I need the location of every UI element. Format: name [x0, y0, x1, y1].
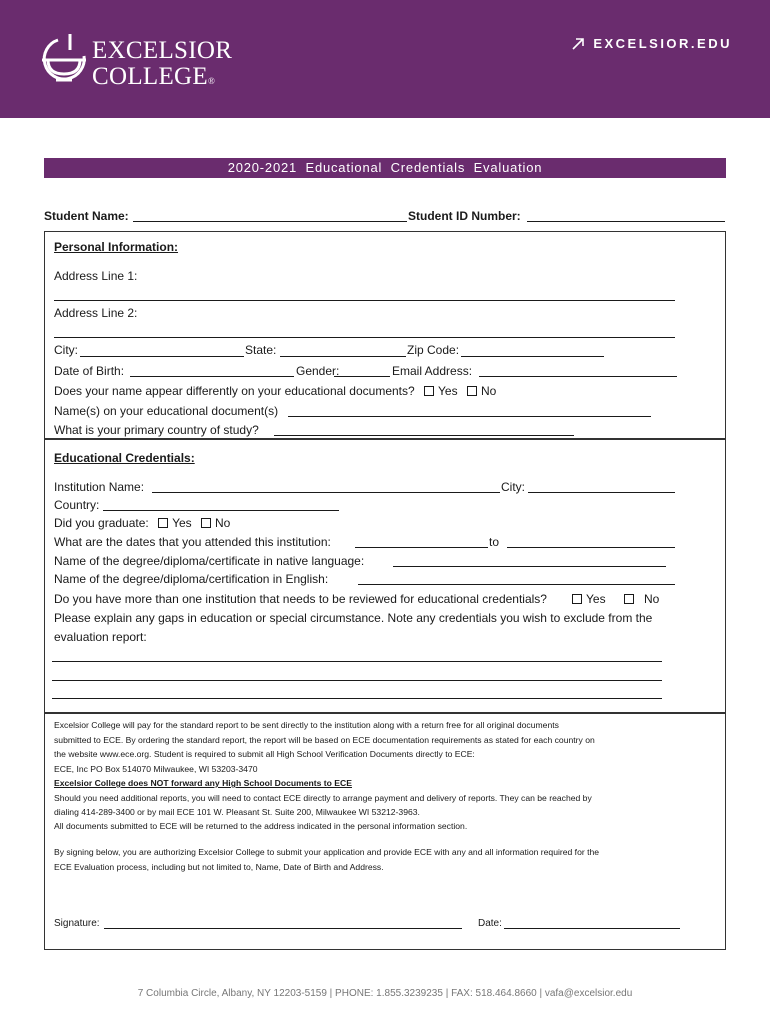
graduate-no-checkbox[interactable] — [201, 518, 211, 528]
explain-gaps-label-line-2: evaluation report: — [54, 630, 147, 644]
name-differs-label: Does your name appear differently on your educational documents? — [54, 384, 415, 398]
more-institutions-yes-checkbox[interactable] — [572, 594, 582, 604]
terms-line-1: Excelsior College will pay for the standard report to be sent directly to the institution along with a return free for all original documents — [54, 720, 559, 730]
country-of-study-field[interactable] — [274, 435, 574, 436]
signature-field[interactable] — [104, 928, 462, 929]
logo-wordmark — [92, 38, 232, 94]
personal-info-heading: Personal Information: — [54, 240, 179, 254]
dates-attended-label: What are the dates that you attended this institution: — [54, 535, 331, 549]
terms-line-5: Excelsior College does NOT forward any High School Documents to ECE — [54, 778, 352, 788]
degree-english-field[interactable] — [358, 584, 675, 585]
names-on-docs-label: Name(s) on your educational document(s) — [54, 404, 279, 418]
name-differs-no-checkbox[interactable] — [467, 386, 477, 396]
dates-to-label: to — [489, 535, 500, 549]
page-footer: 7 Columbia Circle, Albany, NY 12203-5159 | PHONE: 1.855.3239235 | FAX: 518.464.8660 | vafa@excelsior.edu — [137, 988, 633, 999]
explain-gaps-label-line-1: Please explain any gaps in education or special circumstance. Note any credentials you wish to exclude from the — [54, 611, 653, 625]
country-label: Country: — [54, 498, 100, 512]
terms-line-2: submitted to ECE. By ordering the standard report, the report will be based on ECE documentation requirements as stated for each country on — [54, 735, 595, 745]
did-you-graduate-label: Did you graduate: — [54, 516, 149, 530]
more-institutions-label: Do you have more than one institution that needs to be reviewed for educational credentials? — [54, 592, 547, 606]
name-differs-question — [54, 384, 496, 398]
terms-line-3: the website www.ece.org. Student is required to submit all High School Verification Documents directly to ECE: — [54, 749, 475, 759]
terms-line-8: All documents submitted to ECE will be returned to the address indicated in the personal information section. — [54, 821, 468, 831]
terms-line-9: By signing below, you are authorizing Excelsior College to submit your application and provide ECE with any and all information required for the — [54, 847, 600, 857]
degree-english-label: Name of the degree/diploma/certification in English: — [54, 572, 329, 586]
external-arrow-icon — [571, 37, 585, 51]
terms-line-7: dialing 414-289-3400 or by mail ECE 101 W. Pleasant St. Suite 200, Milwaukee WI 53212-3963. — [54, 807, 420, 817]
name-differs-yes-checkbox[interactable] — [424, 386, 434, 396]
graduate-yes-label: Yes — [172, 516, 192, 530]
degree-native-label: Name of the degree/diploma/certificate in native language: — [54, 554, 365, 568]
institution-name-label: Institution Name: — [54, 480, 145, 494]
did-you-graduate-question — [54, 516, 230, 530]
date-field[interactable] — [504, 928, 680, 929]
website-link[interactable] — [571, 36, 732, 51]
date-label: Date: — [478, 918, 502, 929]
form-title: 2020-2021 Educational Credentials Evaluation — [44, 158, 726, 178]
more-institutions-no — [618, 592, 659, 606]
explain-gaps-field-line-1[interactable] — [52, 661, 662, 662]
address-line-1-field[interactable] — [54, 300, 675, 301]
registered-mark: ® — [207, 76, 216, 86]
country-of-study-label: What is your primary country of study? — [54, 423, 259, 437]
student-id-label: Student ID Number: — [408, 209, 521, 223]
student-id-field[interactable] — [527, 221, 725, 222]
more-institutions-no-checkbox[interactable] — [624, 594, 634, 604]
explain-gaps-field-line-2[interactable] — [52, 680, 662, 681]
email-field[interactable] — [479, 376, 677, 377]
dates-from-field[interactable] — [355, 547, 488, 548]
city-field[interactable] — [80, 356, 244, 357]
signature-label: Signature: — [54, 918, 100, 929]
graduate-no-label: No — [215, 516, 231, 530]
email-label: Email Address: — [392, 364, 473, 378]
date-of-birth-label: Date of Birth: — [54, 364, 125, 378]
address-line-1-label: Address Line 1: — [54, 269, 138, 283]
website-link-label: EXCELSIOR.EDU — [593, 36, 732, 51]
names-on-docs-field[interactable] — [288, 416, 651, 417]
more-institutions-no-label: No — [644, 592, 660, 606]
address-line-2-label: Address Line 2: — [54, 306, 138, 320]
page-header — [0, 0, 770, 118]
more-institutions-yes — [566, 592, 606, 606]
terms-line-6: Should you need additional reports, you will need to contact ECE directly to arrange payment and delivery of reports. They can be reached by — [54, 793, 592, 803]
institution-city-label: City: — [501, 480, 525, 494]
gender-label: Gender: — [296, 364, 340, 378]
student-name-label: Student Name: — [44, 209, 129, 223]
zip-code-label: Zip Code: — [407, 343, 460, 357]
country-field[interactable] — [103, 510, 339, 511]
logo-line-1: EXCELSIOR — [92, 37, 233, 64]
graduate-yes-checkbox[interactable] — [158, 518, 168, 528]
zip-code-field[interactable] — [461, 356, 604, 357]
address-line-2-field[interactable] — [54, 337, 675, 338]
institution-name-field[interactable] — [152, 492, 500, 493]
logo-line-2: COLLEGE — [92, 63, 208, 90]
terms-line-4: ECE, Inc PO Box 514070 Milwaukee, WI 53203-3470 — [54, 764, 258, 774]
more-institutions-yes-label: Yes — [586, 592, 606, 606]
name-differs-no-label: No — [480, 384, 497, 398]
city-label: City: — [54, 343, 78, 357]
dates-to-field[interactable] — [507, 547, 675, 548]
educational-credentials-heading: Educational Credentials: — [54, 451, 195, 465]
degree-native-field[interactable] — [393, 566, 666, 567]
explain-gaps-field-line-3[interactable] — [52, 698, 662, 699]
excelsior-logo-icon — [36, 30, 92, 86]
student-name-field[interactable] — [133, 221, 407, 222]
gender-field[interactable] — [334, 376, 390, 377]
state-field[interactable] — [280, 356, 406, 357]
terms-line-10: ECE Evaluation process, including but not limited to, Name, Date of Birth and Address. — [54, 862, 384, 872]
institution-city-field[interactable] — [528, 492, 675, 493]
date-of-birth-field[interactable] — [130, 376, 294, 377]
name-differs-yes-label: Yes — [438, 384, 458, 398]
state-label: State: — [245, 343, 277, 357]
